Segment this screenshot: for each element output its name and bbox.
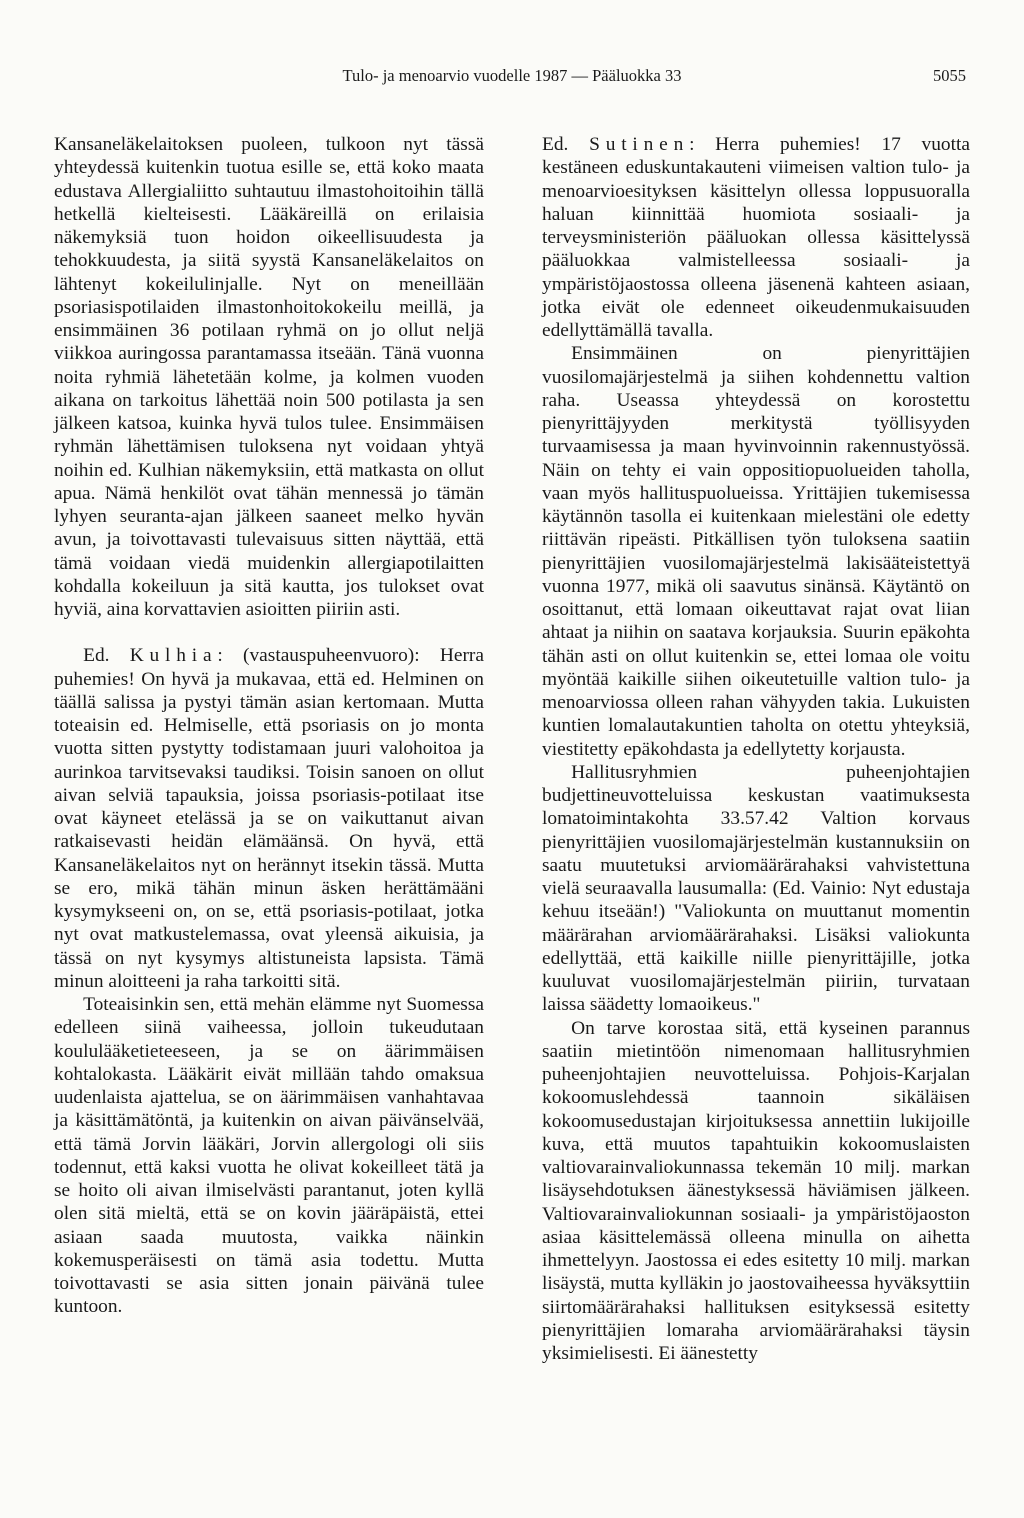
- paragraph: Ensimmäinen on pienyrittäjien vuosilomajärjestelmä ja siihen kohdennettu valtion raha. Useassa yhteydessä on korostettu pienyrittäjyyden merkitystä työllisyyden turvaamisessa ja maan hyvinvoinnin rakennustyössä. Näin on tehty ei vain oppositiopuolueiden taholla, vaan myös hallituspuolueissa. Yrittäjien tukemisessa käytännön tasolla ei kuitenkaan mielestäni ole edetty riittävän ripeästi. Pitkällisen työn tuloksena saatiin pienyrittäjien vuosilomajärjestelmä lakisääteistettyä vuonna 1977, mikä oli saavutus sinänsä. Käytäntö on osoittanut, että lomaan oikeuttavat rajat ovat liian ahtaat ja niihin on saatava korjauksia. Suurin epäkohta tähän asti on ollut kuitenkin se, ettei lomaa ole voitu myöntää kaikille siihen oikeutetuille valtion tulo- ja menoarviossa olleen rahan vähyyden takia. Lukuisten kuntien lomalautakuntien taholta on otettu yhteyksiä, viestitetty epäkohdasta ja edellytetty korjausta.: [542, 343, 970, 760]
- speech-prefix: Ed.: [83, 645, 110, 667]
- page-number: 5055: [933, 66, 966, 85]
- speaker-name: Kulhia: [129, 645, 218, 667]
- running-title: Tulo- ja menoarvio vuodelle 1987 — Pääluokka 33: [342, 66, 682, 85]
- page-header: [0, 66, 1024, 92]
- speech-prefix: Ed.: [542, 134, 569, 155]
- speech-text: : (vastauspuheenvuoro): Herra puhemies! On hyvä ja mukavaa, että ed. Helminen on täällä salissa ja pystyi tämän asian kertomaan. Mutta toteaisin ed. Helmiselle, että psoriasis on jo monta vuotta sitten pystytty todistamaan juuri valohoitoa ja aurinkoa tarvitsevaksi taudiksi. Toisin sanoen on ollut aivan selviä tapauksia, joissa psoriasis-potilaat itse ovat käyneet etelässä ja se on vaikuttanut aivan ratkaisevasti heidän elämäänsä. On hyvä, että Kansaneläkelaitos nyt on herännyt itsekin tässä. Mutta se ero, mikä tähän minun äsken herättämääni kysymykseeni on, on se, että psoriasis-potilaat, jotka nyt ovat matkustelemassa, ovat yleensä aikuisia, ja tässä on nyt kysymys altistuneista lapsista. Tämä minun aloitteeni ja raha tarkoitti sitä.: [54, 645, 484, 992]
- paragraph: Kansaneläkelaitoksen puoleen, tulkoon nyt tässä yhteydessä kuitenkin tuotua esille se, että koko maata edustava Allergialiitto suhtautuu ilmastohoitoihin tällä hetkellä kielteisesti. Lääkäreillä on erilaisia näkemyksiä tuon hoidon oikeellisuudesta ja tehokkuudesta, ja siitä syystä Kansaneläkelaitos on lähtenyt kokeilulinjalle. Nyt on meneillään psoriasispotilaiden ilmastonhoitokokeilu meillä, ja ensimmäinen 36 potilaan ryhmä on jo ollut neljä viikkoa auringossa parantamassa itseään. Tänä vuonna noita ryhmiä lähetetään kolme, ja kolmen vuoden aikana on tarkoitus lähettää noin 500 potilasta ja sen jälkeen katsoa, kuinka hyvä tulos tulee. Ensimmäisen ryhmän lähettämisen tuloksena nyt voidaan yhtyä noihin ed. Kulhian näkemyksiin, että matkasta on ollut apua. Nämä henkilöt ovat tähän mennessä jo tämän lyhyen seuranta-ajan jälkeen saaneet melko hyvän avun, ja toivottavasti tulevaisuus sitten näyttää, että tämä voidaan viedä muidenkin allergiapotilaitten kohdalla kokeiluun ja sitä kautta, jos tulokset ovat hyviä, aina korvattavien asioitten piiriin asti.: [54, 134, 484, 620]
- speech-text: : Herra puhemies! 17 vuotta kestäneen eduskuntakauteni viimeisen valtion tulo- ja menoarvioesityksen käsittelyn ollessa loppusuoralla haluan kiinnittää huomiota sosiaali- ja terveysministeriön pääluokan ollessa käsittelyssä pääluokkaa valmistelleessa sosiaali- ja ympäristöjaostossa olleena jäsenenä kahteen asiaan, jotka eivät ole edenneet oikeudenmukaisuuden edellyttämällä tavalla.: [542, 134, 970, 341]
- left-column: [54, 133, 484, 1319]
- paragraph: On tarve korostaa sitä, että kyseinen parannus saatiin mietintöön nimenomaan hallitusryhmien puheenjohtajien neuvotteluissa. Pohjois-Karjalan kokoomuslehdessä taannoin sikäläisen kokoomusedustajan kirjoituksessa annettiin lukijoille kuva, että muutos tapahtuikin kokoomuslaisten valtiovarainvaliokunnassa tekemän 10 milj. markan lisäysehdotuksen äänestyksessä häviämisen jälkeen. Valtiovarainvaliokunnan sosiaali- ja ympäristöjaoston asiaa käsittelemässä olleena minulla on aihetta ihmettelyyn. Jaostossa ei edes esitetty 10 milj. markan lisäystä, mutta kylläkin jo jaostovaiheessa hyväksyttiin siirtomäärärahaksi hallituksen esityksessä esitetty pienyrittäjien lomaraha arviomäärärahaksi täysin yksimielisesti. Ei äänestetty: [542, 1017, 970, 1364]
- speaker-name: Sutinen: [589, 134, 690, 155]
- speech-paragraph: [542, 133, 970, 342]
- paragraph: Toteaisinkin sen, että mehän elämme nyt Suomessa edelleen siinä vaiheessa, jolloin tukeudutaan koululääketieteeseen, ja se on äärimmäisen kohtalokasta. Lääkärit eivät millään tahdo omaksua uudenlaista ajattelua, se on äärimmäisen vanhahtavaa ja käsittämätöntä, ja kuitenkin on aivan päivänselvää, että tämä Jorvin lääkäri, Jorvin allergologi oli siis todennut, että kaksi vuotta he olivat kokeilleet tätä ja se hoito oli aivan ilmiselvästi parantanut, joten kyllä olen sitä mieltä, että se on kovin jääräpäistä, ettei asiaan saada muutosta, vaikka näinkin kokemusperäisesti on tämä asia todettu. Mutta toivottavasti se asia sitten jonain päivänä tulee kuntoon.: [54, 994, 484, 1318]
- right-column: [542, 133, 970, 1365]
- speech-paragraph: [54, 644, 484, 993]
- paragraph: Hallitusryhmien puheenjohtajien budjettineuvotteluissa keskustan vaatimuksesta lomatoimintakohta 33.57.42 Valtion korvaus pienyrittäjien vuosilomajärjestelmän kustannuksiin on saatu muutetuksi arviomäärärahaksi vahvistettuna vielä seuraavalla lausumalla: (Ed. Vainio: Nyt edustaja kehuu itseään!) "Valiokunta on muuttanut momentin määrärahan arviomäärärahaksi. Lisäksi valiokunta edellyttää, että kaikille niille pienyrittäjille, jotka kuuluvat vuosilomajärjestelmän piiriin, turvataan laissa säädetty lomaoikeus.": [542, 761, 970, 1016]
